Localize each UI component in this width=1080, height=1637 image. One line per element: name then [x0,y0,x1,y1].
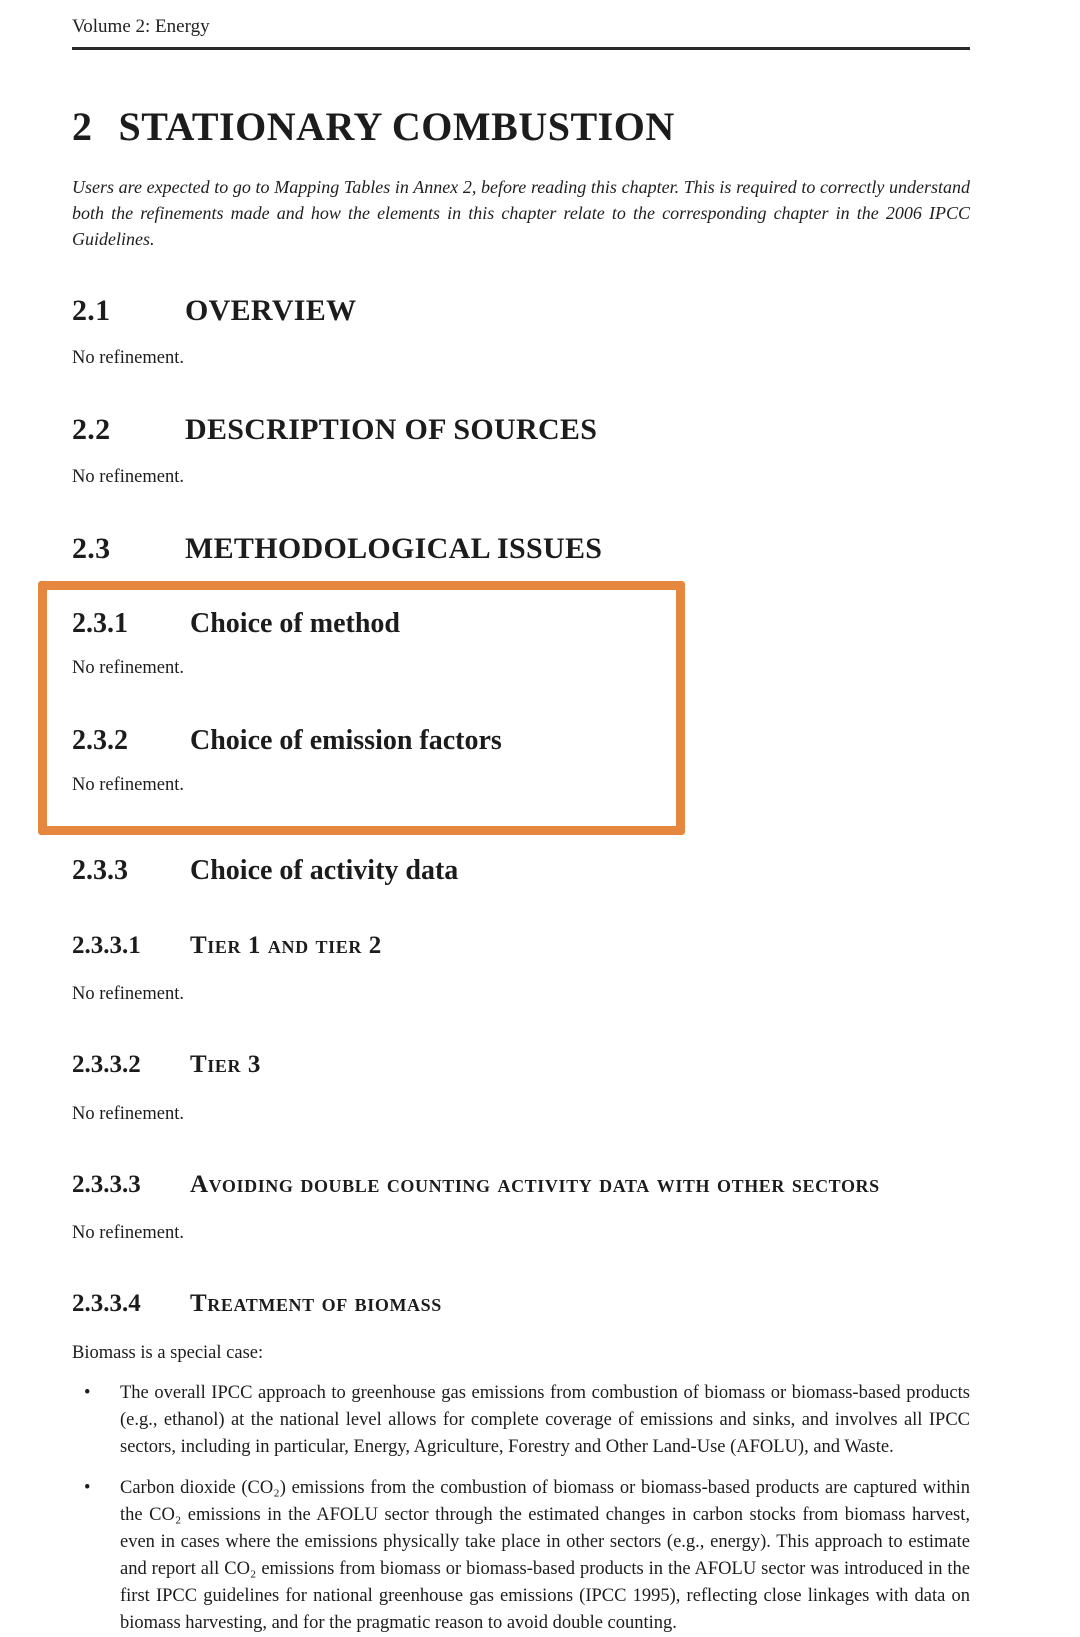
section-number: 2.3.1 [72,608,128,639]
body-paragraph: No refinement. [72,1223,184,1244]
bullet-item [72,1380,970,1461]
section-number: 2.3.3.4 [72,1290,141,1318]
body-paragraph: No refinement. [72,1103,184,1124]
section-number: 2.3.2 [72,725,128,757]
bullet-text: Carbon dioxide (CO₂) emissions from the combustion of biomass or biomass-based products are captured within the CO₂ emissions in the AFOLU sector through the estimated changes in carbon stocks from biomass harvest, even in cases where the emissions physically take place in other sectors (e.g., energy). This approach to estimate and report all CO₂ emissions from biomass or biomass-based products in the AFOLU sector was introduced in the first IPCC guidelines for national greenhouse gas emissions (IPCC 1995), reflecting close linkages with data on biomass harvesting, and for the pragmatic reason to avoid double counting. [120,1477,970,1633]
bullet-icon: • [84,1382,91,1403]
section-heading-2-3-1 [72,608,656,640]
section-title: Treatment of biomass [190,1290,442,1318]
section-title: Tier 3 [190,1051,262,1079]
running-header: Volume 2: Energy [72,16,210,37]
section-heading-2-3-3-4 [72,1286,970,1322]
bullet-list [72,1380,970,1637]
spacer [72,681,656,721]
section-number: 2.2 [72,413,111,446]
section-number: 2.3.3.3 [72,1170,141,1198]
bullet-icon: • [84,1477,91,1498]
section-number: 2.3.3.2 [72,1051,141,1079]
section-title: METHODOLOGICAL ISSUES [185,532,603,565]
section-title: Tier 1 and tier 2 [190,931,382,959]
body-paragraph: No refinement. [72,984,184,1005]
chapter-number: 2 [72,104,93,149]
section-title: Choice of activity data [190,855,459,887]
body-paragraph: No refinement. [72,467,184,487]
section-title: OVERVIEW [185,294,357,327]
section-title: Choice of method [190,608,400,639]
section-heading-2-3 [72,532,970,565]
section-heading-2-3-3-3 [72,1167,970,1203]
body-paragraph: No refinement. [72,658,184,679]
bullet-text: The overall IPCC approach to greenhouse gas emissions from combustion of biomass or biomass-based products (e.g., ethanol) at the national level allows for complete coverage of emissions and sinks, and involves all IPCC sectors, including in particular, Energy, Agriculture, Forestry and Other Land-Use (AFOLU), and Waste. [120,1382,970,1457]
section-number: 2.3.3.1 [72,931,141,959]
body-paragraph: Biomass is a special case: [72,1342,264,1363]
section-heading-2-3-3-2 [72,1047,970,1083]
body-paragraph: No refinement. [72,348,184,368]
section-heading-2-3-3 [72,855,970,887]
chapter-intro-note: Users are expected to go to Mapping Tables in Annex 2, before reading this chapter. This is required to correctly understand both the refinements made and how the elements in this chapter relate to the corresponding chapter in the 2006 IPCC Guidelines. [72,177,970,249]
section-number: 2.3.3 [72,855,128,887]
header-rule [72,47,970,50]
bullet-item [72,1475,970,1637]
section-title: Avoiding double counting activity data with other sectors [190,1170,880,1198]
section-number: 2.3 [72,532,111,565]
body-paragraph: No refinement. [72,775,184,796]
section-heading-2-1 [72,294,970,327]
section-heading-2-3-2 [72,725,656,757]
section-heading-2-3-3-1 [72,928,970,964]
section-number: 2.1 [72,294,111,327]
section-title: DESCRIPTION OF SOURCES [185,413,598,446]
highlight-annotation-box [38,581,685,835]
section-heading-2-2 [72,413,970,446]
chapter-heading [72,106,970,148]
chapter-title: STATIONARY COMBUSTION [118,104,675,149]
section-title: Choice of emission factors [190,725,502,757]
